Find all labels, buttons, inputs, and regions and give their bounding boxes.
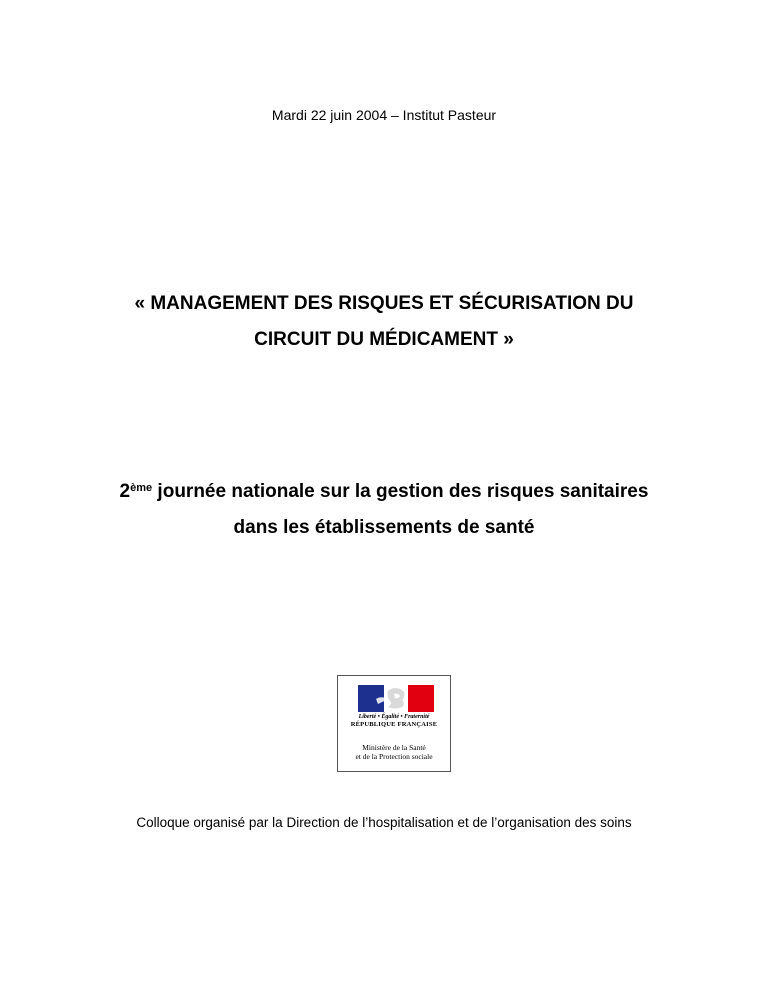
ministry-logo (337, 675, 451, 772)
subtitle-line-1-text: journée nationale sur la gestion des risques sanitaires (152, 481, 649, 502)
document-title (60, 286, 708, 358)
title-line-2: CIRCUIT DU MÉDICAMENT » (254, 329, 514, 350)
republic-motto: Liberté • Égalité • Fraternité (358, 714, 430, 720)
subtitle-ordinal-suffix: ème (130, 482, 153, 494)
document-subtitle (40, 474, 728, 546)
event-date-venue: Mardi 22 juin 2004 – Institut Pasteur (271, 107, 497, 123)
republic-name: RÉPUBLIQUE FRANÇAISE (350, 721, 438, 728)
subtitle-line-2: dans les établissements de santé (233, 517, 535, 538)
title-line-1: « MANAGEMENT DES RISQUES ET SÉCURISATION DU (134, 293, 634, 314)
marianne-flag-icon (358, 685, 434, 712)
subtitle-ordinal: 2 (119, 481, 131, 502)
ministry-line-2: et de la Protection sociale (355, 752, 433, 761)
subtitle-line-1 (40, 474, 728, 510)
ministry-name (338, 743, 450, 761)
ministry-line-1: Ministère de la Santé (362, 743, 426, 752)
organizer-note: Colloque organisé par la Direction de l’hospitalisation et de l’organisation des soins (136, 815, 632, 830)
